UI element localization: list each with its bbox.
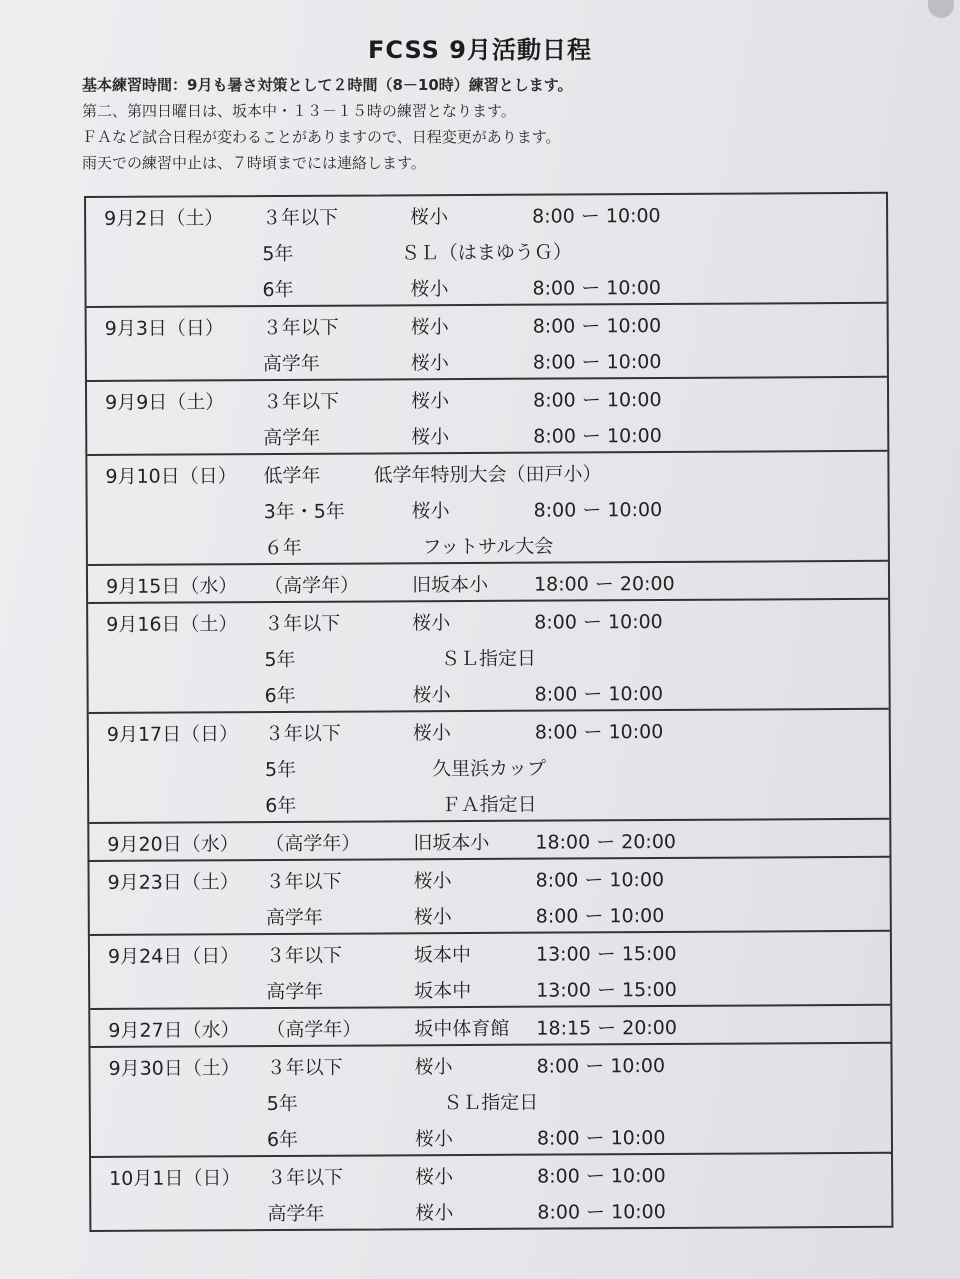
event-cell: 低学年特別大会（田戸小）: [373, 463, 602, 487]
note-line: 基本練習時間：9月も暑さ対策として２時間（8－10時）練習とします。: [82, 76, 573, 94]
note-line: ＦＡなど試合日程が変わることがありますので、日程変更があります。: [82, 128, 561, 146]
grade-cell: 6年: [266, 1128, 299, 1152]
note-line: 第二、第四日曜日は、坂本中・１３－１５時の練習となります。: [82, 102, 516, 120]
time-cell: 8:00 ー 10:00: [533, 388, 662, 412]
date-cell: 10月1日（日）: [109, 1167, 241, 1190]
place-cell: 桜小: [412, 612, 451, 635]
schedule-group: [90, 1006, 890, 1048]
time-cell: 8:00 ー 10:00: [536, 1054, 666, 1078]
date-cell: 9月17日（日）: [106, 723, 239, 746]
event-cell: ＳＬ（はまゆうＧ）: [400, 241, 572, 265]
time-cell: 8:00 ー 10:00: [533, 498, 663, 522]
grade-cell: 高学年: [263, 426, 321, 450]
place-cell: 坂本中: [414, 979, 472, 1003]
date-cell: 9月3日（日）: [104, 317, 224, 340]
date-cell: 9月10日（日）: [105, 465, 237, 488]
schedule-row: [86, 194, 886, 234]
pin-mark: [928, 0, 954, 18]
page-title: FCSS 9月活動日程: [368, 36, 592, 64]
schedule-row: [91, 1116, 891, 1156]
grade-cell: ３年以下: [265, 870, 342, 894]
grade-cell: ３年以下: [262, 316, 339, 340]
schedule-group: [89, 858, 889, 936]
note-line: 雨天での練習中止は、７時頃までには連絡します。: [82, 154, 426, 172]
place-cell: 坂本中: [413, 943, 472, 967]
schedule-group: [88, 600, 889, 714]
grade-cell: ６年: [263, 536, 302, 560]
time-cell: 8:00 ー 10:00: [534, 720, 664, 744]
schedule-row: [87, 452, 887, 492]
time-cell: 8:00 ー 10:00: [535, 868, 665, 892]
time-cell: 8:00 ー 10:00: [532, 276, 662, 300]
time-cell: 8:00 ー 10:00: [537, 1200, 666, 1224]
event-cell: ＳＬ指定日: [440, 647, 536, 671]
schedule-table: [84, 192, 893, 1232]
date-cell: 9月20日（水）: [107, 833, 239, 856]
grade-cell: ３年以下: [264, 722, 341, 746]
schedule-row: [87, 378, 887, 418]
time-cell: 8:00 ー 10:00: [532, 314, 662, 338]
place-cell: 旧坂本小: [413, 831, 490, 855]
grade-cell: 6年: [264, 684, 296, 708]
time-cell: 8:00 ー 10:00: [534, 610, 663, 634]
schedule-group: [88, 562, 888, 604]
grade-cell: 高学年: [265, 906, 323, 930]
grade-cell: （高学年）: [263, 574, 360, 598]
grade-cell: ３年以下: [262, 206, 339, 230]
schedule-group: [87, 304, 887, 382]
grade-cell: ３年以下: [264, 612, 341, 636]
schedule-group: [86, 194, 887, 308]
place-cell: 桜小: [415, 1202, 454, 1225]
schedule-row: [88, 600, 888, 640]
schedule-row: [91, 1154, 891, 1194]
schedule-row: [90, 932, 890, 972]
grade-cell: ３年以下: [266, 1056, 343, 1080]
place-cell: 桜小: [410, 352, 449, 375]
grade-cell: 6年: [262, 278, 294, 302]
time-cell: 18:00 ー 20:00: [535, 830, 677, 854]
place-cell: 桜小: [413, 906, 452, 929]
time-cell: 8:00 ー 10:00: [532, 204, 661, 228]
place-cell: 桜小: [410, 206, 449, 229]
grade-cell: ３年以下: [267, 1166, 344, 1190]
date-cell: 9月16日（土）: [106, 613, 238, 636]
time-cell: 13:00 ー 15:00: [535, 942, 677, 966]
schedule-group: [90, 1044, 891, 1158]
schedule-row: [87, 304, 887, 344]
grade-cell: 5年: [264, 758, 297, 782]
place-cell: 桜小: [413, 870, 452, 893]
schedule-row: [87, 340, 887, 380]
schedule-row: [89, 746, 889, 786]
schedule-row: [90, 894, 890, 934]
place-cell: 桜小: [411, 500, 450, 523]
time-cell: 18:15 ー 20:00: [536, 1016, 678, 1040]
event-cell: ＦＡ指定日: [441, 793, 537, 817]
schedule-row: [89, 820, 889, 860]
place-cell: 桜小: [412, 722, 451, 745]
date-cell: 9月9日（土）: [105, 391, 225, 414]
place-cell: 桜小: [411, 390, 450, 413]
date-cell: 9月30日（土）: [108, 1057, 240, 1080]
event-cell: ＳＬ指定日: [443, 1091, 539, 1115]
schedule-row: [88, 524, 888, 564]
grade-cell: 3年・5年: [263, 500, 345, 524]
schedule-row: [89, 858, 889, 898]
schedule-group: [89, 820, 889, 862]
grade-cell: 5年: [266, 1092, 298, 1116]
place-cell: 桜小: [411, 426, 450, 449]
schedule-group: [89, 710, 890, 824]
schedule-row: [88, 636, 888, 676]
event-cell: フットサル大会: [422, 535, 554, 559]
grade-cell: 高学年: [266, 980, 324, 1004]
date-cell: 9月27日（水）: [108, 1019, 240, 1042]
schedule-row: [90, 1006, 890, 1046]
time-cell: 8:00 ー 10:00: [536, 1126, 666, 1150]
grade-cell: 6年: [265, 794, 297, 818]
date-cell: 9月23日（土）: [107, 871, 239, 894]
date-cell: 9月2日（土）: [104, 207, 224, 230]
schedule-row: [89, 672, 889, 712]
schedule-row: [89, 710, 889, 750]
schedule-row: [91, 1190, 891, 1230]
place-cell: 桜小: [410, 278, 449, 301]
schedule-row: [90, 1044, 890, 1084]
notes-block: [82, 72, 882, 176]
grade-cell: （高学年）: [266, 1018, 362, 1042]
time-cell: 8:00 ー 10:00: [532, 350, 662, 374]
time-cell: 8:00 ー 10:00: [537, 1164, 666, 1188]
time-cell: 18:00 ー 20:00: [533, 572, 675, 596]
grade-cell: 5年: [262, 242, 294, 266]
place-cell: 坂中体育館: [414, 1017, 510, 1041]
schedule-row: [86, 266, 886, 306]
time-cell: 13:00 ー 15:00: [536, 978, 677, 1002]
schedule-row: [91, 1080, 891, 1120]
schedule-row: [90, 968, 890, 1008]
grade-cell: 5年: [264, 648, 296, 672]
schedule-row: [88, 488, 888, 528]
grade-cell: 低学年: [263, 464, 321, 488]
time-cell: 8:00 ー 10:00: [533, 424, 662, 448]
place-cell: 桜小: [410, 316, 449, 339]
place-cell: 桜小: [412, 684, 451, 707]
event-cell: 久里浜カップ: [432, 757, 546, 781]
date-cell: 9月15日（水）: [105, 575, 238, 598]
place-cell: 旧坂本小: [411, 573, 489, 597]
grade-cell: ３年以下: [263, 390, 340, 414]
time-cell: 8:00 ー 10:00: [535, 904, 665, 928]
schedule-row: [86, 230, 886, 270]
place-cell: 桜小: [414, 1128, 454, 1151]
place-cell: 桜小: [415, 1166, 454, 1189]
date-cell: 9月24日（日）: [107, 945, 240, 968]
grade-cell: （高学年）: [265, 832, 361, 856]
grade-cell: ３年以下: [265, 944, 343, 968]
time-cell: 8:00 ー 10:00: [534, 682, 664, 706]
schedule-row: [89, 782, 889, 822]
schedule-group: [90, 932, 890, 1010]
schedule-group: [87, 378, 887, 456]
place-cell: 桜小: [414, 1056, 453, 1079]
schedule-row: [87, 414, 887, 454]
grade-cell: 高学年: [267, 1202, 325, 1226]
schedule-group: [91, 1154, 891, 1230]
grade-cell: 高学年: [262, 352, 320, 376]
schedule-row: [88, 562, 888, 602]
schedule-group: [87, 452, 888, 566]
